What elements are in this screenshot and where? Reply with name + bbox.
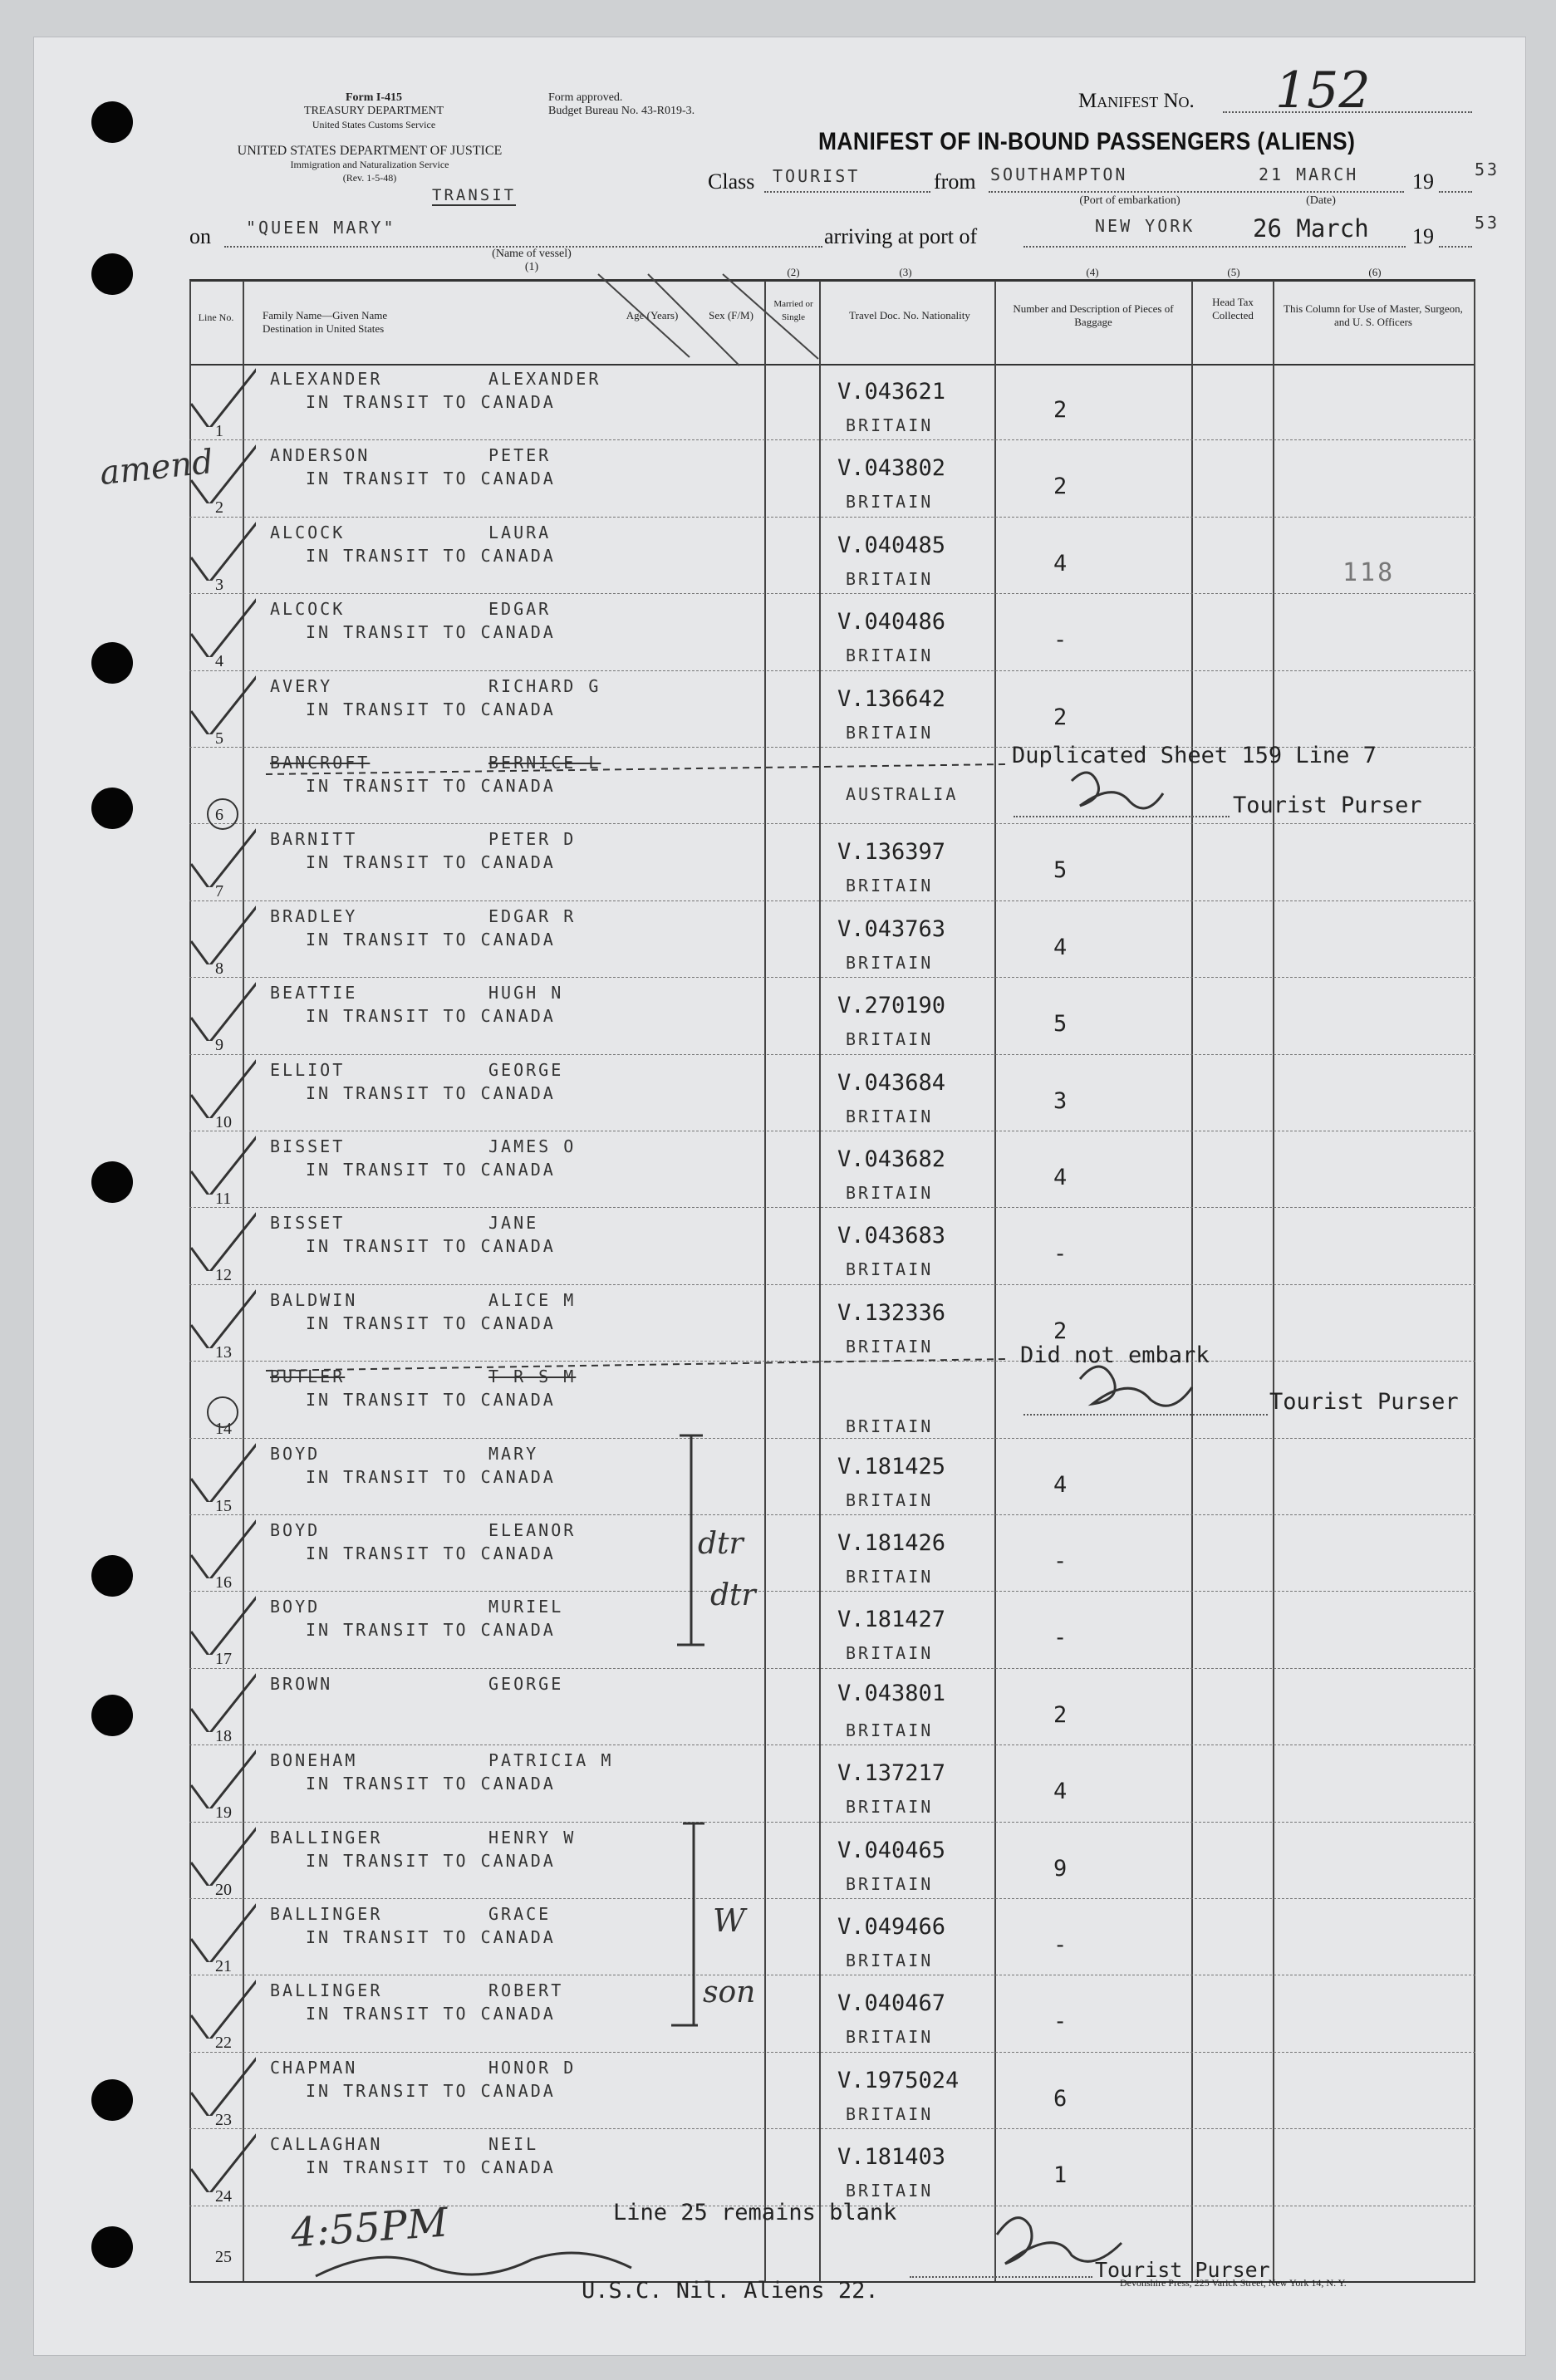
given-name: MARY — [488, 1443, 539, 1464]
baggage-count: 2 — [1053, 704, 1068, 730]
family-name: BOYD — [270, 1597, 321, 1617]
dept-justice: UNITED STATES DEPARTMENT OF JUSTICE — [237, 144, 503, 158]
given-name: LAURA — [488, 522, 552, 542]
on-label: on — [189, 224, 211, 248]
travel-doc-no: V.043621 — [837, 379, 946, 405]
line-number: 17 — [215, 1650, 232, 1669]
destination: IN TRANSIT TO CANADA — [306, 622, 556, 643]
line-number: 11 — [215, 1190, 232, 1208]
nationality: BRITAIN — [846, 722, 934, 743]
destination: IN TRANSIT TO CANADA — [306, 1390, 556, 1411]
line-number: 21 — [215, 1957, 232, 1975]
travel-doc-no: V.043802 — [837, 455, 946, 482]
family-name: BALLINGER — [270, 1904, 383, 1924]
destination: IN TRANSIT TO CANADA — [306, 545, 556, 566]
family-bracket — [677, 1435, 704, 1645]
nationality: BRITAIN — [846, 1336, 934, 1357]
line-number: 24 — [215, 2187, 232, 2206]
head-tax-mark: 118 — [1342, 558, 1396, 587]
family-name: ALCOCK — [270, 522, 346, 542]
family-name: CHAPMAN — [270, 2057, 358, 2078]
given-name: PATRICIA M — [488, 1750, 614, 1771]
destination: IN TRANSIT TO CANADA — [306, 776, 556, 796]
given-name: RICHARD G — [488, 675, 601, 696]
family-name: BISSET — [270, 1213, 346, 1234]
manifest-number: 152 — [1275, 61, 1371, 120]
travel-doc-no: V.043801 — [837, 1680, 946, 1706]
given-name: NEIL — [488, 2134, 539, 2155]
destination: IN TRANSIT TO CANADA — [306, 1160, 556, 1180]
given-name: T R S M — [488, 1367, 577, 1387]
col-name: Family Name—Given Name — [263, 309, 388, 321]
form-approved: Form approved. — [548, 91, 623, 104]
family-name: BRADLEY — [270, 905, 358, 926]
purser-signature — [997, 2218, 1122, 2264]
col-age: Age (Years) — [626, 309, 679, 321]
family-name: BOYD — [270, 1520, 321, 1540]
nationality: BRITAIN — [846, 1183, 934, 1203]
col-head-tax: Head Tax Collected — [1212, 296, 1254, 321]
destination: IN TRANSIT TO CANADA — [306, 392, 556, 412]
destination: IN TRANSIT TO CANADA — [306, 1543, 556, 1563]
line-number: 1 — [215, 422, 223, 440]
depart-date: 21 MARCH — [1259, 164, 1359, 184]
baggage-count: - — [1053, 1241, 1068, 1268]
line-number: 6 — [215, 806, 223, 824]
did-not-embark-note: Did not embark — [1020, 1342, 1210, 1368]
family-name: BALLINGER — [270, 1827, 383, 1848]
baggage-count: - — [1053, 1548, 1068, 1574]
travel-doc-no: V.1975024 — [837, 2067, 960, 2093]
given-name: HUGH N — [488, 983, 564, 1004]
nationality: BRITAIN — [846, 568, 934, 589]
bracket-w: W — [713, 1902, 746, 1939]
vessel-name: "QUEEN MARY" — [246, 218, 396, 238]
given-name: PETER — [488, 445, 552, 466]
nationality: BRITAIN — [846, 2027, 934, 2048]
destination: IN TRANSIT TO CANADA — [306, 1620, 556, 1641]
family-name: AVERY — [270, 675, 333, 696]
travel-doc-no: V.040467 — [837, 1990, 946, 2017]
family-name: ALCOCK — [270, 599, 346, 620]
line-number: 23 — [215, 2110, 232, 2129]
purser-label-2: Tourist Purser — [1269, 1389, 1459, 1415]
family-name: BROWN — [270, 1673, 333, 1694]
travel-doc-no: V.043763 — [837, 915, 946, 942]
given-name: ROBERT — [488, 1980, 564, 2001]
baggage-count: - — [1053, 2009, 1068, 2035]
line-number: 7 — [215, 882, 223, 901]
line-number: 18 — [215, 1726, 232, 1745]
given-name: BERNICE L — [488, 753, 601, 773]
handwritten-time: 4:55PM — [289, 2199, 449, 2257]
baggage-count: 3 — [1053, 1087, 1068, 1114]
given-name: HENRY W — [488, 1827, 577, 1848]
class-label: Class — [708, 169, 755, 194]
line-number: 20 — [215, 1880, 232, 1899]
family-name: BEATTIE — [270, 983, 358, 1004]
transit-label: TRANSIT — [432, 186, 517, 204]
bracket-son: son — [703, 1975, 756, 2010]
baggage-count: 4 — [1053, 1165, 1068, 1190]
nationality: BRITAIN — [846, 1259, 934, 1280]
family-name: ALEXANDER — [270, 369, 383, 389]
purser-label-3: Tourist Purser — [1095, 2258, 1270, 2282]
nationality: AUSTRALIA — [846, 784, 959, 804]
nationality: BRITAIN — [846, 1951, 934, 1970]
press-imprint: Devonshire Press, 225 Varick Street, New York 14, N. Y. — [1120, 2277, 1347, 2289]
destination: IN TRANSIT TO CANADA — [306, 1466, 556, 1487]
nationality: BRITAIN — [846, 2103, 934, 2124]
travel-doc-no: V.181425 — [837, 1453, 946, 1480]
destination: IN TRANSIT TO CANADA — [306, 2004, 556, 2024]
col-officers: This Column for Use of Master, Surgeon, and U. S. Officers — [1284, 302, 1463, 328]
budget-bureau: Budget Bureau No. 43-R019-3. — [548, 105, 695, 117]
year-prefix-2: 19 — [1412, 224, 1434, 248]
destination: IN TRANSIT TO CANADA — [306, 1313, 556, 1333]
given-name: ELEANOR — [488, 1520, 577, 1540]
line-number: 5 — [215, 729, 223, 748]
given-name: GEORGE — [488, 1673, 564, 1694]
given-name: JANE — [488, 1213, 539, 1234]
nationality: BRITAIN — [846, 1029, 934, 1050]
baggage-count: 4 — [1053, 550, 1068, 577]
travel-doc-no: V.132336 — [837, 1299, 946, 1326]
travel-doc-no: V.043682 — [837, 1146, 946, 1172]
family-name: BONEHAM — [270, 1750, 358, 1771]
nationality: BRITAIN — [846, 876, 934, 896]
given-name: MURIEL — [488, 1597, 564, 1617]
nationality: BRITAIN — [846, 1106, 934, 1126]
given-name: ALICE M — [488, 1289, 577, 1310]
bracket-note-2: dtr — [710, 1578, 756, 1612]
destination: IN TRANSIT TO CANADA — [306, 2157, 556, 2178]
line-number: 8 — [215, 959, 223, 978]
destination: IN TRANSIT TO CANADA — [306, 2080, 556, 2101]
port-embark-caption: (Port of embarkation) — [1079, 194, 1180, 207]
purser-signature — [1080, 1367, 1192, 1406]
customs-service: United States Customs Service — [312, 119, 436, 130]
col-destination: Destination in United States — [263, 322, 385, 335]
col-num-6: (6) — [1368, 266, 1382, 278]
col-baggage: Number and Description of Pieces of Baggage — [1013, 302, 1174, 328]
from-label: from — [934, 169, 976, 194]
baggage-count: 1 — [1053, 2162, 1068, 2189]
inspector-signature — [316, 2253, 631, 2276]
destination: IN TRANSIT TO CANADA — [306, 1006, 556, 1027]
arrival-date: 26 March — [1253, 214, 1369, 243]
travel-doc-no: V.136397 — [837, 839, 946, 866]
destination: IN TRANSIT TO CANADA — [306, 1082, 556, 1103]
vessel-caption: (Name of vessel) — [492, 248, 572, 260]
line-number: 13 — [215, 1342, 232, 1362]
col-travel-doc: Travel Doc. No. Nationality — [849, 309, 970, 321]
line-number: 12 — [215, 1266, 232, 1285]
family-name: BANCROFT — [270, 753, 371, 773]
arriving-label: arriving at port of — [824, 224, 978, 248]
col-married: Married or Single — [773, 299, 813, 322]
line-number: 2 — [215, 498, 223, 518]
destination: IN TRANSIT TO CANADA — [306, 699, 556, 719]
purser-signature — [1072, 773, 1163, 808]
from-port: SOUTHAMPTON — [990, 164, 1128, 184]
year-prefix-1: 19 — [1412, 169, 1434, 194]
travel-doc-no: V.040465 — [837, 1837, 946, 1863]
baggage-count: - — [1053, 627, 1068, 654]
travel-doc-no: V.181427 — [837, 1607, 946, 1633]
family-name: ELLIOT — [270, 1059, 346, 1080]
baggage-count: 5 — [1053, 1011, 1068, 1038]
arrival-port: NEW YORK — [1095, 216, 1195, 236]
line-number: 4 — [215, 652, 223, 671]
class-value: TOURIST — [773, 166, 861, 186]
form-id: Form I-415 — [345, 91, 403, 104]
baggage-count: - — [1053, 1932, 1068, 1958]
baggage-count: 6 — [1053, 2085, 1068, 2112]
destination: IN TRANSIT TO CANADA — [306, 852, 556, 873]
rev-date: (Rev. 1-5-48) — [342, 172, 397, 184]
baggage-count: - — [1053, 1625, 1068, 1651]
destination: IN TRANSIT TO CANADA — [306, 469, 556, 489]
baggage-count: 2 — [1053, 397, 1068, 423]
baggage-count: 9 — [1053, 1855, 1068, 1882]
given-name: JAMES O — [488, 1136, 577, 1156]
col-line-no: Line No. — [198, 312, 234, 323]
line-number: 14 — [215, 1420, 232, 1439]
nationality: BRITAIN — [846, 1489, 934, 1510]
year-1: 53 — [1475, 159, 1500, 179]
travel-doc-no: V.043683 — [837, 1223, 946, 1249]
nationality: BRITAIN — [846, 952, 934, 973]
destination: IN TRANSIT TO CANADA — [306, 929, 556, 950]
nationality: BRITAIN — [846, 1416, 934, 1437]
destination: IN TRANSIT TO CANADA — [306, 1850, 556, 1871]
family-name: BALDWIN — [270, 1289, 358, 1310]
family-name: BOYD — [270, 1443, 321, 1464]
col-num-3: (3) — [899, 266, 912, 278]
travel-doc-no: V.137217 — [837, 1760, 946, 1787]
baggage-count: 5 — [1053, 857, 1068, 884]
totals-line: U.S.C. Nil. Aliens 22. — [582, 2278, 879, 2304]
line-number: 10 — [215, 1112, 232, 1131]
col-num-5: (5) — [1227, 266, 1240, 278]
line-number: 15 — [215, 1496, 232, 1515]
col-num-4: (4) — [1086, 266, 1099, 278]
date-caption: (Date) — [1306, 194, 1336, 207]
dept-treasury: TREASURY DEPARTMENT — [303, 105, 444, 117]
travel-doc-no: V.270190 — [837, 993, 946, 1019]
travel-doc-no: V.040486 — [837, 609, 946, 635]
given-name: GRACE — [488, 1904, 552, 1924]
line-number: 25 — [215, 2248, 232, 2266]
nationality: BRITAIN — [846, 1567, 934, 1587]
nationality: BRITAIN — [846, 1720, 934, 1740]
bracket-note-1: dtr — [698, 1527, 744, 1561]
line-number: 16 — [215, 1573, 232, 1592]
line-number: 9 — [215, 1036, 223, 1055]
year-2: 53 — [1475, 213, 1500, 233]
baggage-count: 2 — [1053, 474, 1068, 500]
family-name: BALLINGER — [270, 1980, 383, 2001]
line-number: 19 — [215, 1803, 232, 1823]
margin-note: amend — [97, 442, 215, 493]
baggage-count: 4 — [1053, 934, 1068, 960]
family-bracket — [671, 1823, 704, 2025]
col-sex: Sex (F/M) — [709, 309, 753, 321]
nationality: BRITAIN — [846, 1873, 934, 1894]
destination: IN TRANSIT TO CANADA — [306, 1774, 556, 1794]
family-name: BARNITT — [270, 829, 358, 850]
purser-label-1: Tourist Purser — [1233, 793, 1422, 818]
family-name: CALLAGHAN — [270, 2134, 383, 2155]
manifest-label: Manifest No. — [1078, 90, 1195, 112]
baggage-count: 2 — [1053, 1318, 1068, 1344]
family-name: ANDERSON — [270, 445, 371, 466]
baggage-count: 2 — [1053, 1701, 1068, 1728]
page-title: MANIFEST OF IN-BOUND PASSENGERS (ALIENS) — [818, 128, 1356, 155]
destination: IN TRANSIT TO CANADA — [306, 1236, 556, 1257]
destination: IN TRANSIT TO CANADA — [306, 1927, 556, 1947]
given-name: HONOR D — [488, 2057, 577, 2078]
line25-note: Line 25 remains blank — [613, 2200, 897, 2225]
given-name: EDGAR R — [488, 905, 577, 926]
given-name: ALEXANDER — [488, 369, 601, 389]
travel-doc-no: V.049466 — [837, 1914, 946, 1940]
nationality: BRITAIN — [846, 1797, 934, 1818]
travel-doc-no: V.181426 — [837, 1530, 946, 1556]
line-number: 22 — [215, 2034, 232, 2053]
travel-doc-no: V.040485 — [837, 532, 946, 558]
baggage-count: 4 — [1053, 1471, 1068, 1498]
duplicated-note: Duplicated Sheet 159 Line 7 — [1012, 743, 1377, 768]
nationality: BRITAIN — [846, 645, 934, 666]
col-num-2: (2) — [787, 266, 800, 278]
nationality: BRITAIN — [846, 1643, 934, 1664]
family-name: BISSET — [270, 1136, 346, 1156]
nationality: BRITAIN — [846, 2181, 934, 2201]
nationality: BRITAIN — [846, 415, 934, 435]
given-name: GEORGE — [488, 1059, 564, 1080]
given-name: PETER D — [488, 829, 577, 850]
given-name: EDGAR — [488, 599, 552, 620]
travel-doc-no: V.181403 — [837, 2144, 946, 2171]
col1-num: (1) — [524, 261, 539, 273]
travel-doc-no: V.136642 — [837, 685, 946, 712]
baggage-count: 4 — [1053, 1779, 1068, 1805]
line-number: 3 — [215, 575, 223, 594]
family-name: BUTLER — [270, 1367, 346, 1387]
travel-doc-no: V.043684 — [837, 1069, 946, 1096]
nationality: BRITAIN — [846, 492, 934, 513]
ins: Immigration and Naturalization Service — [290, 159, 449, 170]
